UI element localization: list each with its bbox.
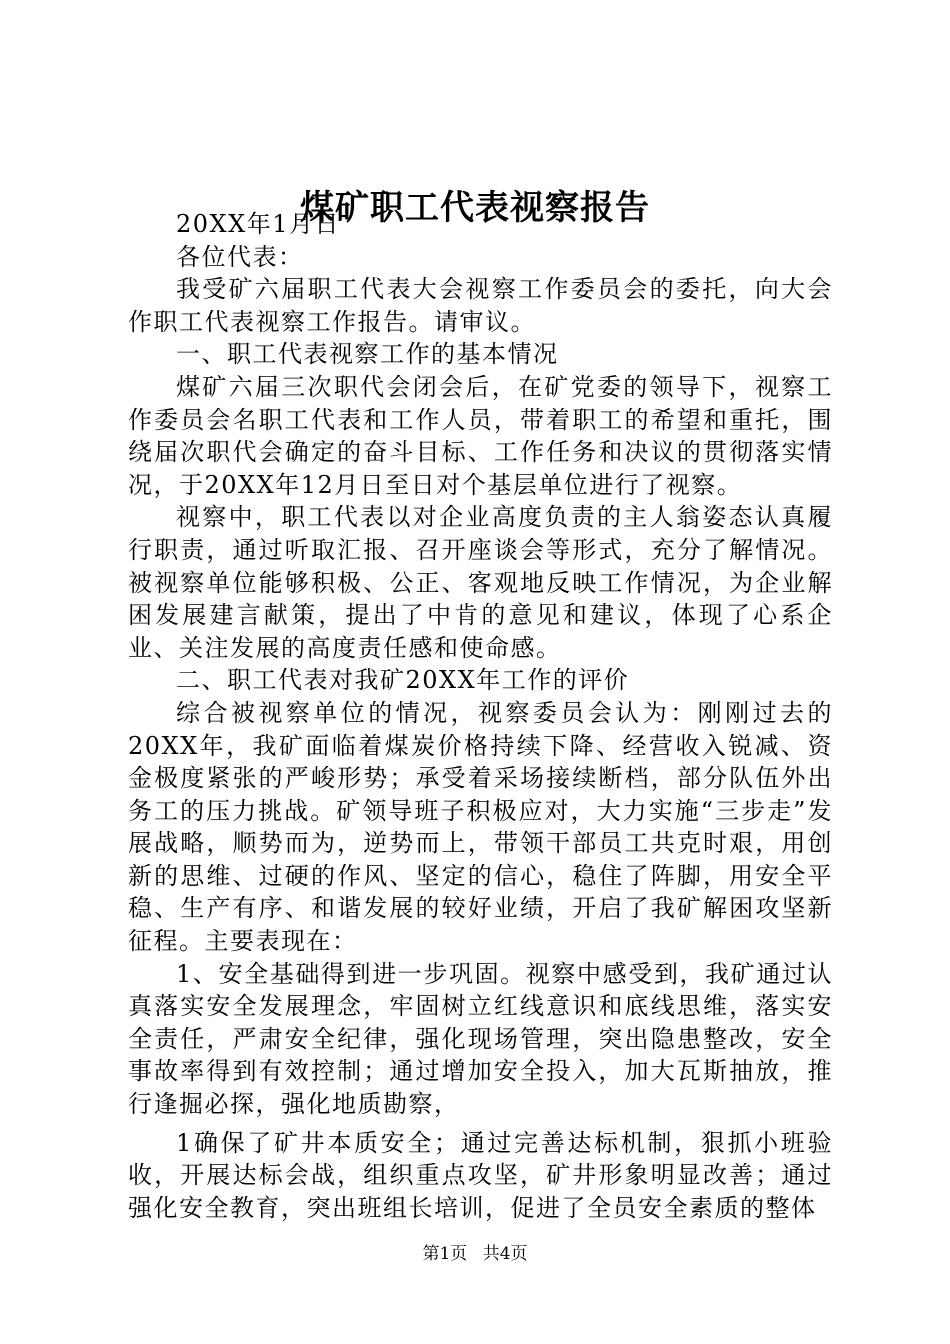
paragraph: 煤矿六届三次职代会闭会后，在矿党委的领导下，视察工作委员会名职工代表和工作人员，带着职工的希望和重托，围绕届次职代会确定的奋斗目标、工作任务和决议的贯彻落实情况，于20XX年12月日至日对个基层单位进行了视察。 [128, 372, 833, 499]
date-line: 20XX年1月日 [176, 210, 340, 238]
paragraph: 1、安全基础得到进一步巩固。视察中感受到，我矿通过认真落实安全发展理念，牢固树立红线意识和底线思维，落实安全责任，严肃安全纪律，强化现场管理，突出隐患整改，安全事故率得到有效控制；通过增加安全投入，加大瓦斯抽放，推行逢掘必探，强化地质勘察， [128, 959, 833, 1119]
paragraph: 视察中，职工代表以对企业高度负责的主人翁姿态认真履行职责，通过听取汇报、召开座谈会等形式，充分了解情况。被视察单位能够积极、公正、客观地反映工作情况，为企业解困发展建言献策，提出了中肯的意见和建议，体现了心系企业、关注发展的高度责任感和使命感。 [128, 503, 833, 662]
paragraph: 1确保了矿井本质安全；通过完善达标机制，狠抓小班验收，开展达标会战，组织重点攻坚，矿井形象明显改善；通过强化安全教育，突出班组长培训，促进了全员安全素质的整体 [128, 1128, 833, 1222]
section-heading-2: 二、职工代表对我矿20XX年工作的评价 [176, 666, 630, 695]
page-total: 共4页 [482, 1244, 528, 1264]
document-title: 煤矿职工代表视察报告 [300, 188, 650, 228]
document-body [128, 208, 833, 1224]
section-heading-1: 一、职工代表视察工作的基本情况 [176, 340, 559, 369]
intro-paragraph: 我受矿六届职工代表大会视察工作委员会的委托，向大会作职工代表视察工作报告。请审议。 [128, 275, 833, 336]
paragraph: 综合被视察单位的情况，视察委员会认为：刚刚过去的20XX年，我矿面临着煤炭价格持续下降、经营收入锐减、资金极度紧张的严峻形势；承受着采场接续断档，部分队伍外出务工的压力挑战。矿领导班子积极应对，大力实施“三步走”发展战略，顺势而为，逆势而上，带领干部员工共克时艰，用创新的思维、过硬的作风、坚定的信心，稳住了阵脚，用安全平稳、生产有序、和谐发展的较好业绩，开启了我矿解困攻坚新征程。主要表现在： [128, 698, 833, 956]
salutation: 各位代表： [176, 242, 304, 271]
page-number: 第1页 [422, 1244, 468, 1264]
page-footer [0, 1242, 950, 1266]
